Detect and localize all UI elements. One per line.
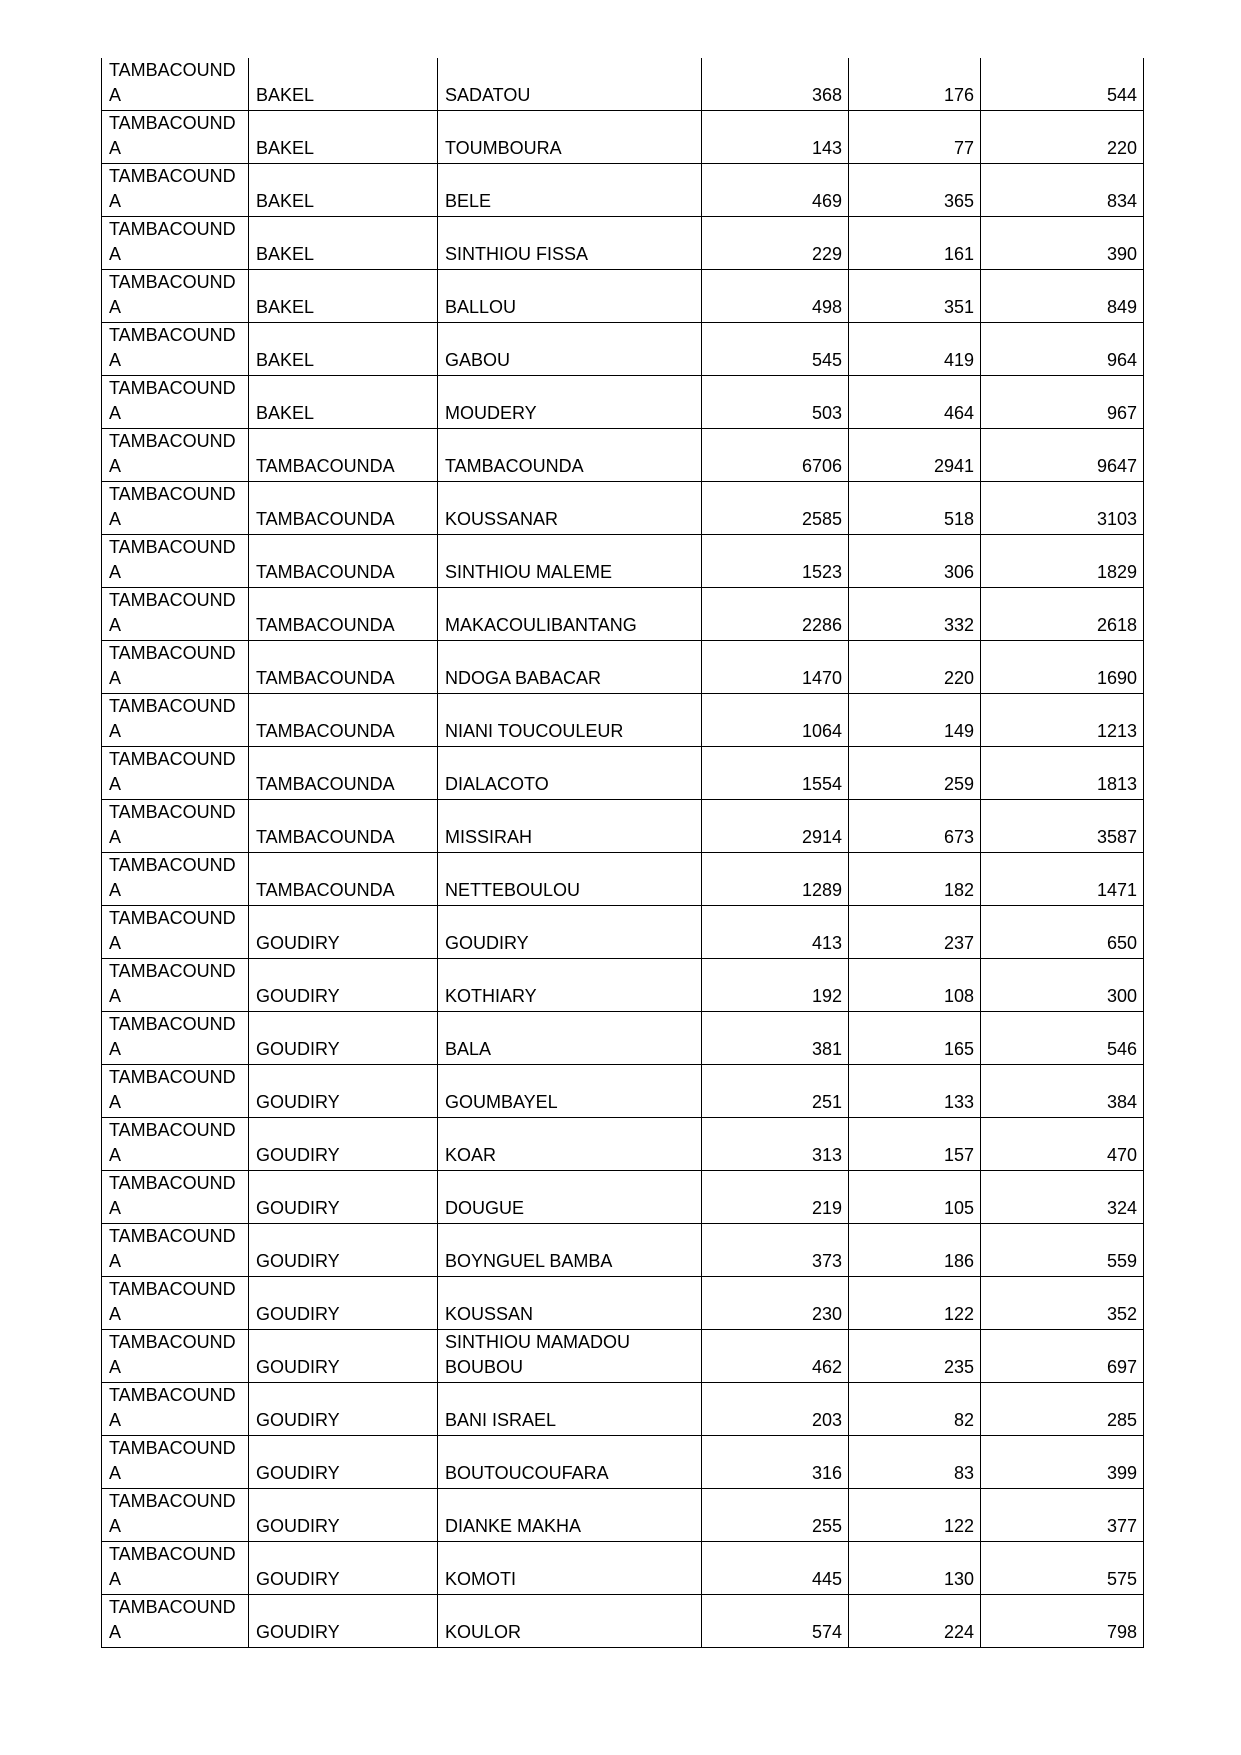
value-2-cell: 83 — [849, 1436, 981, 1489]
value-2-cell: 182 — [849, 853, 981, 906]
value-2-cell: 306 — [849, 535, 981, 588]
department-cell: GOUDIRY — [249, 906, 438, 959]
region-cell: TAMBACOUNDA — [102, 853, 249, 906]
table-row — [102, 1012, 1144, 1065]
table-row — [102, 1436, 1144, 1489]
value-1-cell: 1289 — [702, 853, 849, 906]
value-1-cell: 1470 — [702, 641, 849, 694]
value-1-cell: 251 — [702, 1065, 849, 1118]
region-cell: TAMBACOUNDA — [102, 1330, 249, 1383]
commune-cell: SINTHIOU MALEME — [438, 535, 702, 588]
value-1-cell: 255 — [702, 1489, 849, 1542]
table-row — [102, 747, 1144, 800]
total-cell: 384 — [981, 1065, 1144, 1118]
value-2-cell: 518 — [849, 482, 981, 535]
department-cell: TAMBACOUNDA — [249, 853, 438, 906]
value-1-cell: 230 — [702, 1277, 849, 1330]
commune-cell: KOUSSAN — [438, 1277, 702, 1330]
region-cell: TAMBACOUNDA — [102, 641, 249, 694]
table-row — [102, 800, 1144, 853]
total-cell: 1213 — [981, 694, 1144, 747]
commune-cell: TAMBACOUNDA — [438, 429, 702, 482]
value-1-cell: 545 — [702, 323, 849, 376]
department-cell: BAKEL — [249, 376, 438, 429]
commune-cell: BOUTOUCOUFARA — [438, 1436, 702, 1489]
table-row — [102, 1383, 1144, 1436]
commune-cell: MOUDERY — [438, 376, 702, 429]
region-cell: TAMBACOUNDA — [102, 1383, 249, 1436]
value-2-cell: 105 — [849, 1171, 981, 1224]
department-cell: TAMBACOUNDA — [249, 535, 438, 588]
department-cell: GOUDIRY — [249, 1224, 438, 1277]
commune-cell: GABOU — [438, 323, 702, 376]
value-2-cell: 122 — [849, 1277, 981, 1330]
table-row — [102, 906, 1144, 959]
commune-data-table — [101, 58, 1144, 1648]
table-row — [102, 1595, 1144, 1648]
value-2-cell: 235 — [849, 1330, 981, 1383]
value-2-cell: 259 — [849, 747, 981, 800]
total-cell: 650 — [981, 906, 1144, 959]
value-2-cell: 130 — [849, 1542, 981, 1595]
value-2-cell: 237 — [849, 906, 981, 959]
table-row — [102, 853, 1144, 906]
table-row — [102, 1171, 1144, 1224]
value-1-cell: 2286 — [702, 588, 849, 641]
total-cell: 3587 — [981, 800, 1144, 853]
value-1-cell: 498 — [702, 270, 849, 323]
value-1-cell: 574 — [702, 1595, 849, 1648]
region-cell: TAMBACOUNDA — [102, 482, 249, 535]
total-cell: 9647 — [981, 429, 1144, 482]
table-row — [102, 694, 1144, 747]
commune-cell: KOMOTI — [438, 1542, 702, 1595]
total-cell: 390 — [981, 217, 1144, 270]
department-cell: BAKEL — [249, 270, 438, 323]
value-1-cell: 316 — [702, 1436, 849, 1489]
region-cell: TAMBACOUNDA — [102, 1542, 249, 1595]
table-row — [102, 164, 1144, 217]
value-1-cell: 6706 — [702, 429, 849, 482]
department-cell: TAMBACOUNDA — [249, 747, 438, 800]
department-cell: GOUDIRY — [249, 1330, 438, 1383]
total-cell: 544 — [981, 58, 1144, 111]
value-2-cell: 157 — [849, 1118, 981, 1171]
commune-cell: MAKACOULIBANTANG — [438, 588, 702, 641]
table-row — [102, 959, 1144, 1012]
table-row — [102, 217, 1144, 270]
total-cell: 575 — [981, 1542, 1144, 1595]
table-row — [102, 429, 1144, 482]
region-cell: TAMBACOUNDA — [102, 164, 249, 217]
total-cell: 3103 — [981, 482, 1144, 535]
value-1-cell: 1554 — [702, 747, 849, 800]
total-cell: 834 — [981, 164, 1144, 217]
value-1-cell: 368 — [702, 58, 849, 111]
region-cell: TAMBACOUNDA — [102, 1065, 249, 1118]
table-row — [102, 270, 1144, 323]
region-cell: TAMBACOUNDA — [102, 1118, 249, 1171]
region-cell: TAMBACOUNDA — [102, 111, 249, 164]
value-2-cell: 165 — [849, 1012, 981, 1065]
total-cell: 967 — [981, 376, 1144, 429]
commune-cell: DIALACOTO — [438, 747, 702, 800]
value-2-cell: 332 — [849, 588, 981, 641]
region-cell: TAMBACOUNDA — [102, 323, 249, 376]
department-cell: TAMBACOUNDA — [249, 482, 438, 535]
department-cell: BAKEL — [249, 164, 438, 217]
value-2-cell: 351 — [849, 270, 981, 323]
department-cell: TAMBACOUNDA — [249, 694, 438, 747]
value-1-cell: 143 — [702, 111, 849, 164]
commune-cell: TOUMBOURA — [438, 111, 702, 164]
value-1-cell: 373 — [702, 1224, 849, 1277]
department-cell: TAMBACOUNDA — [249, 588, 438, 641]
total-cell: 220 — [981, 111, 1144, 164]
total-cell: 352 — [981, 1277, 1144, 1330]
region-cell: TAMBACOUNDA — [102, 429, 249, 482]
value-1-cell: 469 — [702, 164, 849, 217]
total-cell: 546 — [981, 1012, 1144, 1065]
department-cell: TAMBACOUNDA — [249, 429, 438, 482]
region-cell: TAMBACOUNDA — [102, 1595, 249, 1648]
table-row — [102, 1118, 1144, 1171]
region-cell: TAMBACOUNDA — [102, 959, 249, 1012]
region-cell: TAMBACOUNDA — [102, 535, 249, 588]
table-body — [102, 58, 1144, 1648]
department-cell: GOUDIRY — [249, 1012, 438, 1065]
value-1-cell: 1064 — [702, 694, 849, 747]
table-row — [102, 58, 1144, 111]
region-cell: TAMBACOUNDA — [102, 270, 249, 323]
commune-cell: BALLOU — [438, 270, 702, 323]
table-row — [102, 1330, 1144, 1383]
department-cell: GOUDIRY — [249, 959, 438, 1012]
commune-cell: MISSIRAH — [438, 800, 702, 853]
value-1-cell: 192 — [702, 959, 849, 1012]
value-2-cell: 186 — [849, 1224, 981, 1277]
table-row — [102, 1277, 1144, 1330]
table-row — [102, 111, 1144, 164]
total-cell: 324 — [981, 1171, 1144, 1224]
total-cell: 399 — [981, 1436, 1144, 1489]
commune-cell: KOAR — [438, 1118, 702, 1171]
department-cell: GOUDIRY — [249, 1489, 438, 1542]
total-cell: 377 — [981, 1489, 1144, 1542]
department-cell: GOUDIRY — [249, 1595, 438, 1648]
value-2-cell: 122 — [849, 1489, 981, 1542]
region-cell: TAMBACOUNDA — [102, 906, 249, 959]
total-cell: 2618 — [981, 588, 1144, 641]
value-2-cell: 224 — [849, 1595, 981, 1648]
value-1-cell: 462 — [702, 1330, 849, 1383]
region-cell: TAMBACOUNDA — [102, 376, 249, 429]
value-1-cell: 445 — [702, 1542, 849, 1595]
region-cell: TAMBACOUNDA — [102, 800, 249, 853]
commune-cell: SINTHIOU FISSA — [438, 217, 702, 270]
table-row — [102, 1224, 1144, 1277]
commune-cell: NDOGA BABACAR — [438, 641, 702, 694]
total-cell: 285 — [981, 1383, 1144, 1436]
commune-cell: DOUGUE — [438, 1171, 702, 1224]
value-2-cell: 161 — [849, 217, 981, 270]
commune-cell: SINTHIOU MAMADOU BOUBOU — [438, 1330, 702, 1383]
total-cell: 470 — [981, 1118, 1144, 1171]
value-1-cell: 229 — [702, 217, 849, 270]
commune-cell: BANI ISRAEL — [438, 1383, 702, 1436]
value-2-cell: 176 — [849, 58, 981, 111]
value-2-cell: 82 — [849, 1383, 981, 1436]
department-cell: BAKEL — [249, 217, 438, 270]
table-row — [102, 1542, 1144, 1595]
value-2-cell: 149 — [849, 694, 981, 747]
region-cell: TAMBACOUNDA — [102, 1277, 249, 1330]
region-cell: TAMBACOUNDA — [102, 1171, 249, 1224]
value-2-cell: 108 — [849, 959, 981, 1012]
region-cell: TAMBACOUNDA — [102, 747, 249, 800]
value-1-cell: 2914 — [702, 800, 849, 853]
value-2-cell: 464 — [849, 376, 981, 429]
commune-cell: GOUDIRY — [438, 906, 702, 959]
table-row — [102, 1065, 1144, 1118]
value-1-cell: 381 — [702, 1012, 849, 1065]
department-cell: GOUDIRY — [249, 1277, 438, 1330]
total-cell: 1813 — [981, 747, 1144, 800]
table-row — [102, 376, 1144, 429]
value-1-cell: 313 — [702, 1118, 849, 1171]
commune-cell: GOUMBAYEL — [438, 1065, 702, 1118]
commune-cell: NETTEBOULOU — [438, 853, 702, 906]
total-cell: 964 — [981, 323, 1144, 376]
region-cell: TAMBACOUNDA — [102, 1489, 249, 1542]
total-cell: 559 — [981, 1224, 1144, 1277]
total-cell: 300 — [981, 959, 1144, 1012]
department-cell: GOUDIRY — [249, 1171, 438, 1224]
department-cell: BAKEL — [249, 58, 438, 111]
region-cell: TAMBACOUNDA — [102, 1012, 249, 1065]
department-cell: GOUDIRY — [249, 1436, 438, 1489]
value-1-cell: 2585 — [702, 482, 849, 535]
commune-cell: DIANKE MAKHA — [438, 1489, 702, 1542]
commune-cell: KOUSSANAR — [438, 482, 702, 535]
value-1-cell: 413 — [702, 906, 849, 959]
value-2-cell: 77 — [849, 111, 981, 164]
value-2-cell: 673 — [849, 800, 981, 853]
department-cell: GOUDIRY — [249, 1118, 438, 1171]
value-2-cell: 220 — [849, 641, 981, 694]
table-row — [102, 588, 1144, 641]
table-row — [102, 1489, 1144, 1542]
value-2-cell: 2941 — [849, 429, 981, 482]
value-1-cell: 1523 — [702, 535, 849, 588]
department-cell: GOUDIRY — [249, 1383, 438, 1436]
total-cell: 798 — [981, 1595, 1144, 1648]
value-1-cell: 503 — [702, 376, 849, 429]
total-cell: 1471 — [981, 853, 1144, 906]
table-row — [102, 482, 1144, 535]
table-row — [102, 641, 1144, 694]
commune-cell: BOYNGUEL BAMBA — [438, 1224, 702, 1277]
value-1-cell: 203 — [702, 1383, 849, 1436]
commune-cell: KOTHIARY — [438, 959, 702, 1012]
region-cell: TAMBACOUNDA — [102, 58, 249, 111]
department-cell: GOUDIRY — [249, 1065, 438, 1118]
value-2-cell: 365 — [849, 164, 981, 217]
department-cell: TAMBACOUNDA — [249, 641, 438, 694]
region-cell: TAMBACOUNDA — [102, 694, 249, 747]
commune-cell: KOULOR — [438, 1595, 702, 1648]
table-row — [102, 535, 1144, 588]
region-cell: TAMBACOUNDA — [102, 1224, 249, 1277]
value-1-cell: 219 — [702, 1171, 849, 1224]
region-cell: TAMBACOUNDA — [102, 217, 249, 270]
department-cell: TAMBACOUNDA — [249, 800, 438, 853]
table-row — [102, 323, 1144, 376]
total-cell: 1690 — [981, 641, 1144, 694]
department-cell: GOUDIRY — [249, 1542, 438, 1595]
commune-cell: BALA — [438, 1012, 702, 1065]
total-cell: 1829 — [981, 535, 1144, 588]
department-cell: BAKEL — [249, 111, 438, 164]
region-cell: TAMBACOUNDA — [102, 1436, 249, 1489]
commune-cell: BELE — [438, 164, 702, 217]
commune-cell: SADATOU — [438, 58, 702, 111]
region-cell: TAMBACOUNDA — [102, 588, 249, 641]
value-2-cell: 419 — [849, 323, 981, 376]
value-2-cell: 133 — [849, 1065, 981, 1118]
total-cell: 697 — [981, 1330, 1144, 1383]
total-cell: 849 — [981, 270, 1144, 323]
commune-cell: NIANI TOUCOULEUR — [438, 694, 702, 747]
department-cell: BAKEL — [249, 323, 438, 376]
